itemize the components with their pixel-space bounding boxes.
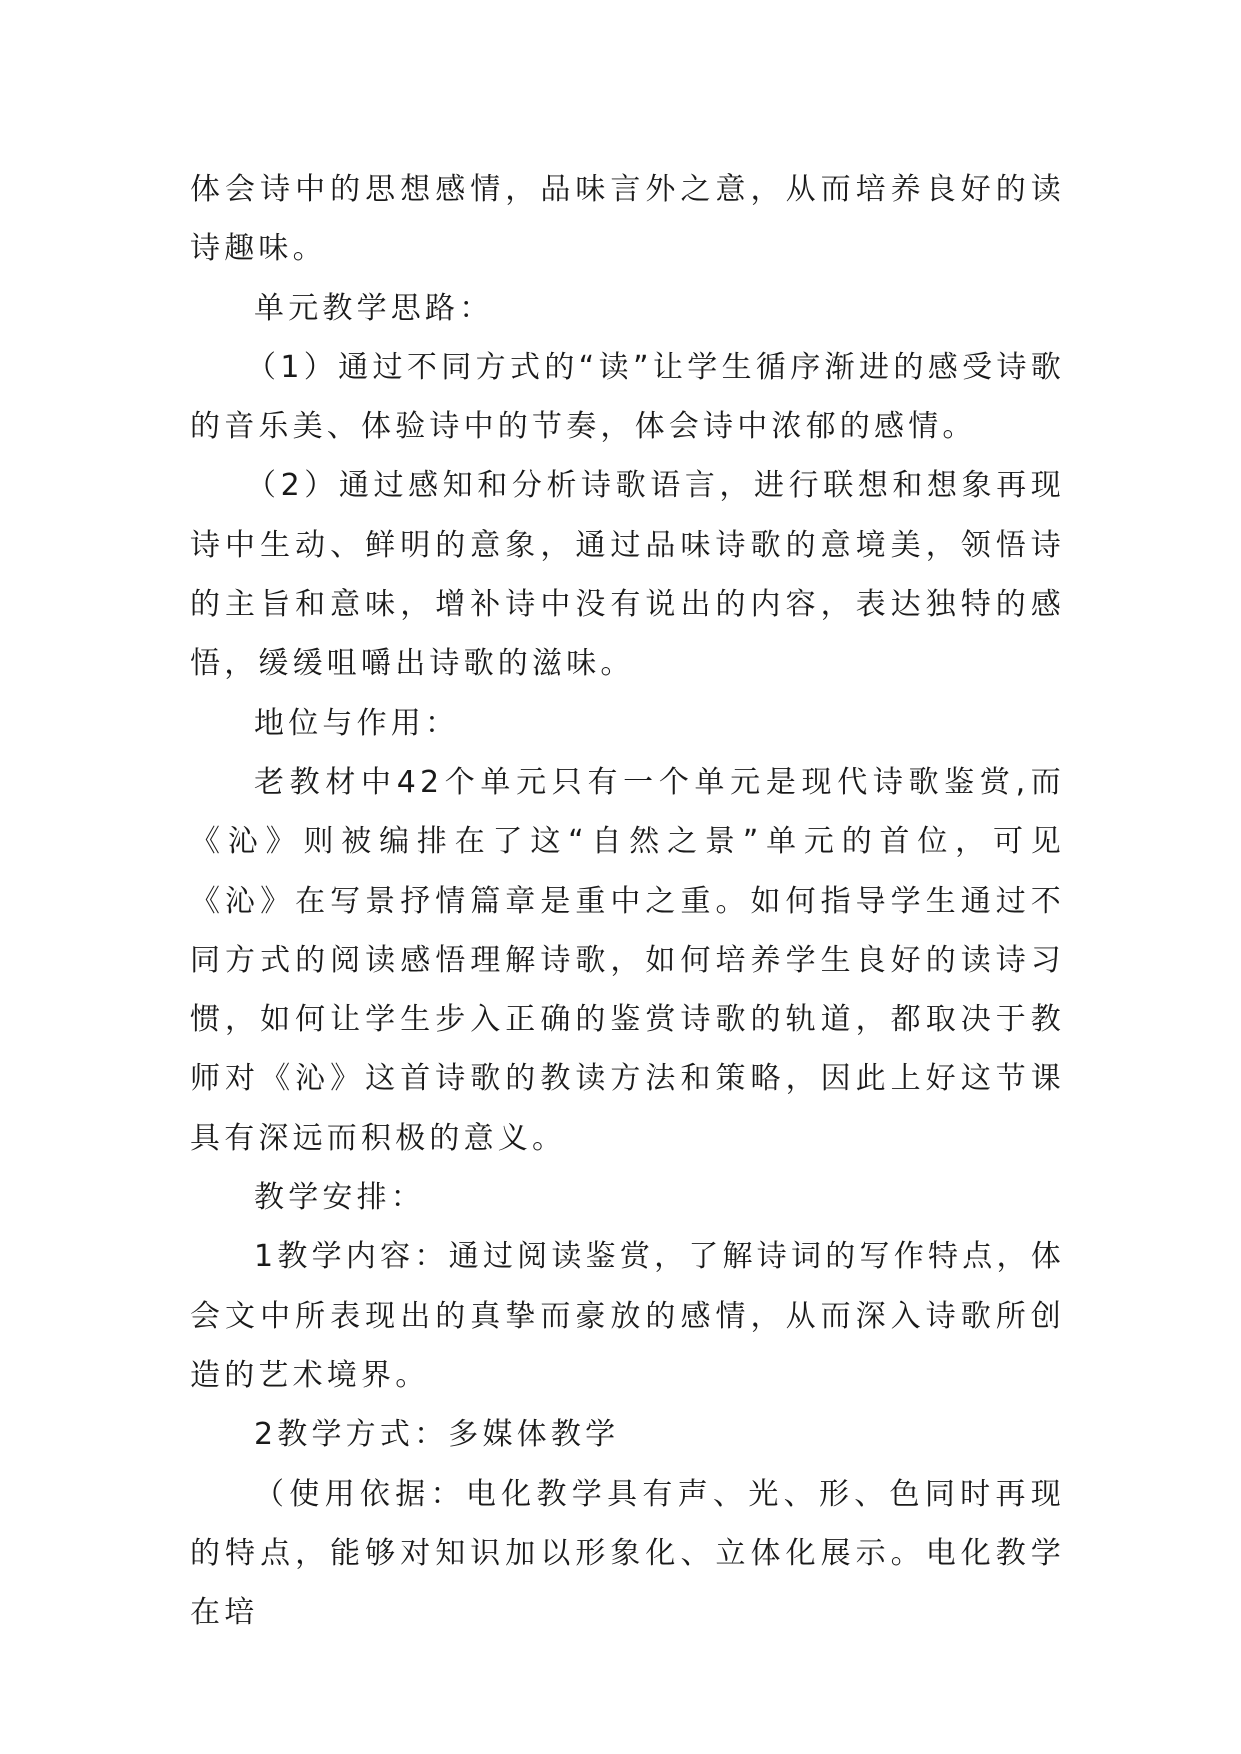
paragraph-approach-1: （1）通过不同方式的“读”让学生循序渐进的感受诗歌的音乐美、体验诗中的节奏，体会诗中浓郁的感情。 [190,349,1065,445]
paragraph-usage-basis: （使用依据：电化教学具有声、光、形、色同时再现的特点，能够对知识加以形象化、立体化展示。电化教学在培 [190,1476,1065,1631]
paragraph-teaching-content: 1教学内容：通过阅读鉴赏，了解诗词的写作特点，体会文中所表现出的真挚而豪放的感情，从而深入诗歌所创造的艺术境界。 [190,1239,1065,1393]
document-body [190,160,1065,1642]
heading-teaching-arrangement: 教学安排： [254,1180,425,1216]
paragraph-teaching-method: 2教学方式：多媒体教学 [254,1417,620,1453]
heading-unit-teaching-approach: 单元教学思路： [254,290,494,326]
paragraph-approach-2: （2）通过感知和分析诗歌语言，进行联想和想象再现诗中生动、鲜明的意象，通过品味诗歌的意境美，领悟诗的主旨和意味，增补诗中没有说出的内容，表达独特的感悟，缓缓咀嚼出诗歌的滋味。 [190,468,1065,682]
paragraph-intro-continuation: 体会诗中的思想感情，品味言外之意，从而培养良好的读诗趣味。 [190,172,1065,267]
heading-position-and-role: 地位与作用： [254,705,460,741]
paragraph-position-and-role: 老教材中42个单元只有一个单元是现代诗歌鉴赏,而《沁》则被编排在了这“自然之景”单元的首位，可见《沁》在写景抒情篇章是重中之重。如何指导学生通过不同方式的阅读感悟理解诗歌，如何培养学生良好的读诗习惯，如何让学生步入正确的鉴赏诗歌的轨道，都取决于教师对《沁》这首诗歌的教读方法和策略，因此上好这节课具有深远而积极的意义。 [190,764,1065,1156]
